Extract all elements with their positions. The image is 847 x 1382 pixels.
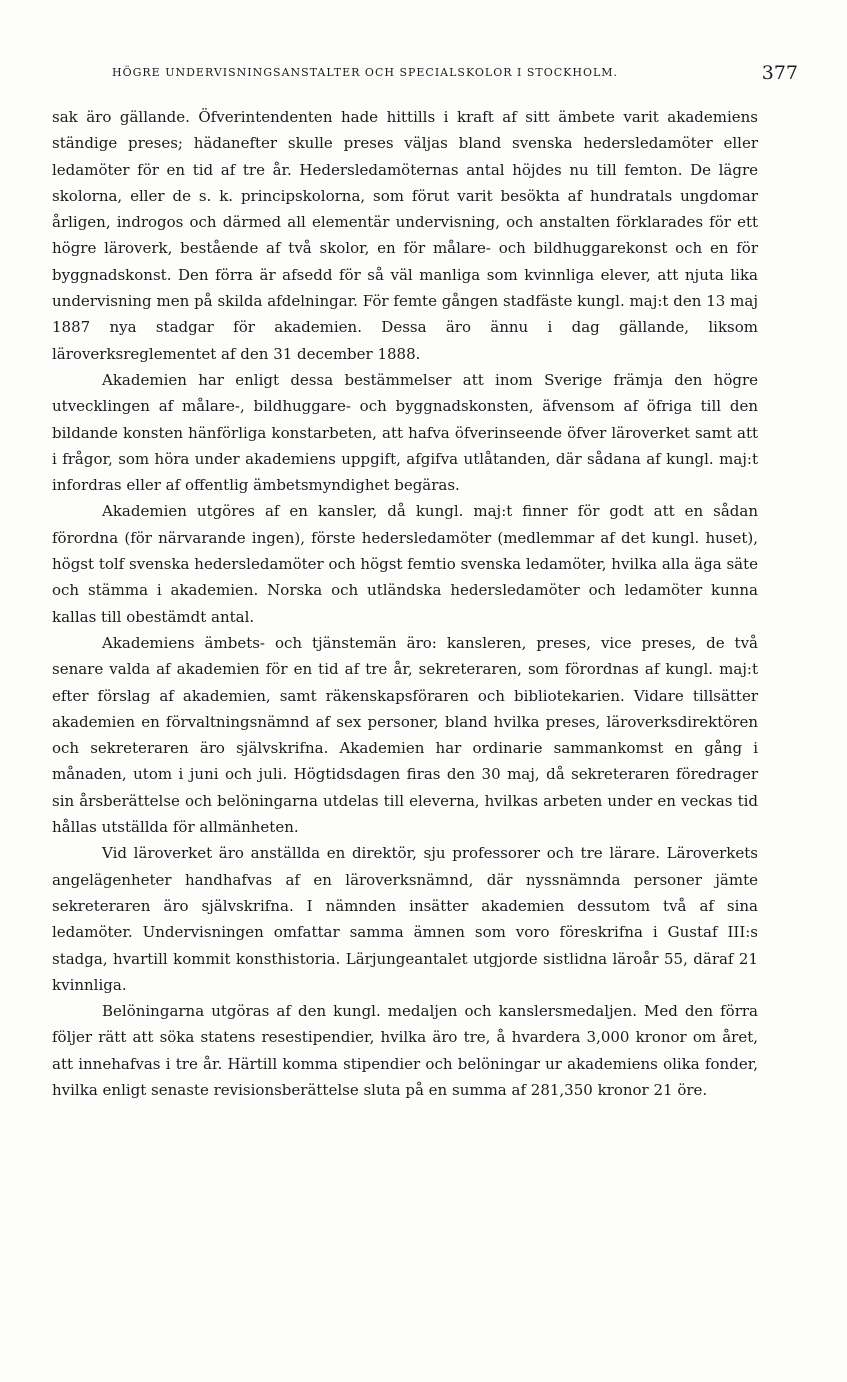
paragraph: Akademiens ämbets- och tjänstemän äro: kansleren, preses, vice preses, de två senare valda af akademien för en tid af tre år, sekreteraren, som förordnas af kungl. maj:t efter förslag af akademien, samt räkenskapsföraren och bibliotekarien. Vidare tillsätter akademien en förvaltningsnämnd af sex personer, bland hvilka preses, läroverksdirektören och sekreteraren äro självskrifna. Akademien har ordinarie sammankomst en gång i månaden, utom i juni och juli. Högtidsdagen firas den 30 maj, då sekreteraren föredrager sin årsberättelse och belöningarna utdelas till eleverna, hvilkas arbeten under en veckas tid hållas utställda för allmänheten. [52,633,758,837]
paragraph: Akademien utgöres af en kansler, då kungl. maj:t finner för godt att en sådan förordna (för närvarande ingen), förste hedersledamöter (medlemmar af det kungl. huset), högst tolf svenska hedersledamöter och högst femtio svenska ledamöter, hvilka alla äga säte och stämma i akademien. Norska och utländska hedersledamöter och ledamöter kunna kallas till obestämdt antal. [52,502,758,626]
running-head: HÖGRE UNDERVISNINGSANSTALTER OCH SPECIALSKOLOR I STOCKHOLM. [112,66,619,79]
paragraph: Vid läroverket äro anställda en direktör, sju professorer och tre lärare. Läroverkets angelägenheter handhafvas af en läroverksnämnd, där nyssnämnda personer jämte sekreteraren äro självskrifna. I nämnden insätter akademien dessutom två af sina ledamöter. Undervisningen omfattar samma ämnen som voro föreskrifna i Gustaf III:s stadga, hvartill kommit konsthistoria. Lärjungeantalet utgjorde sistlidna läroår 55, däraf 21 kvinnliga. [52,844,758,994]
page-header [52,62,800,90]
page-number: 377 [761,62,798,84]
paragraph: sak äro gällande. Öfverintendenten hade hittills i kraft af sitt ämbete varit akademiens ständige preses; hädanefter skulle preses väljas bland svenska hedersledamöter eller ledamöter för en tid af tre år. Hedersledamöternas antal höjdes nu till femton. De lägre skolorna, eller de s. k. principskolorna, som förut varit besökta af hundratals ungdomar årligen, indrogos och därmed all elementär undervisning, och anstalten förklarades för ett högre läroverk, bestående af två skolor, en för målare- och bildhuggarekonst och en för byggnadskonst. Den förra är afsedd för så väl manliga som kvinnliga elever, att njuta lika undervisning men på skilda afdelningar. För femte gången stadfäste kungl. maj:t den 13 maj 1887 nya stadgar för akademien. Dessa äro ännu i dag gällande, liksom läroverksreglementet af den 31 december 1888. [52,108,758,363]
paragraph: Akademien har enligt dessa bestämmelser att inom Sverige främja den högre utvecklingen af målare-, bildhuggare- och byggnadskonsten, äfvensom af öfriga till den bildande konsten hänförliga konstarbeten, att hafva öfverinseende öfver läroverket samt att i frågor, som höra under akademiens uppgift, afgifva utlåtanden, där sådana af kungl. maj:t infordras eller af offentlig ämbetsmyndighet begäras. [52,370,758,495]
body-text [52,104,758,1103]
paragraph: Belöningarna utgöras af den kungl. medaljen och kanslersmedaljen. Med den förra följer rätt att söka statens resestipendier, hvilka äro tre, å hvardera 3,000 kronor om året, att innehafvas i tre år. Härtill komma stipendier och belöningar ur akademiens olika fonder, hvilka enligt senaste revisionsberättelse sluta på en summa af 281,350 kronor 21 öre. [52,1002,758,1099]
